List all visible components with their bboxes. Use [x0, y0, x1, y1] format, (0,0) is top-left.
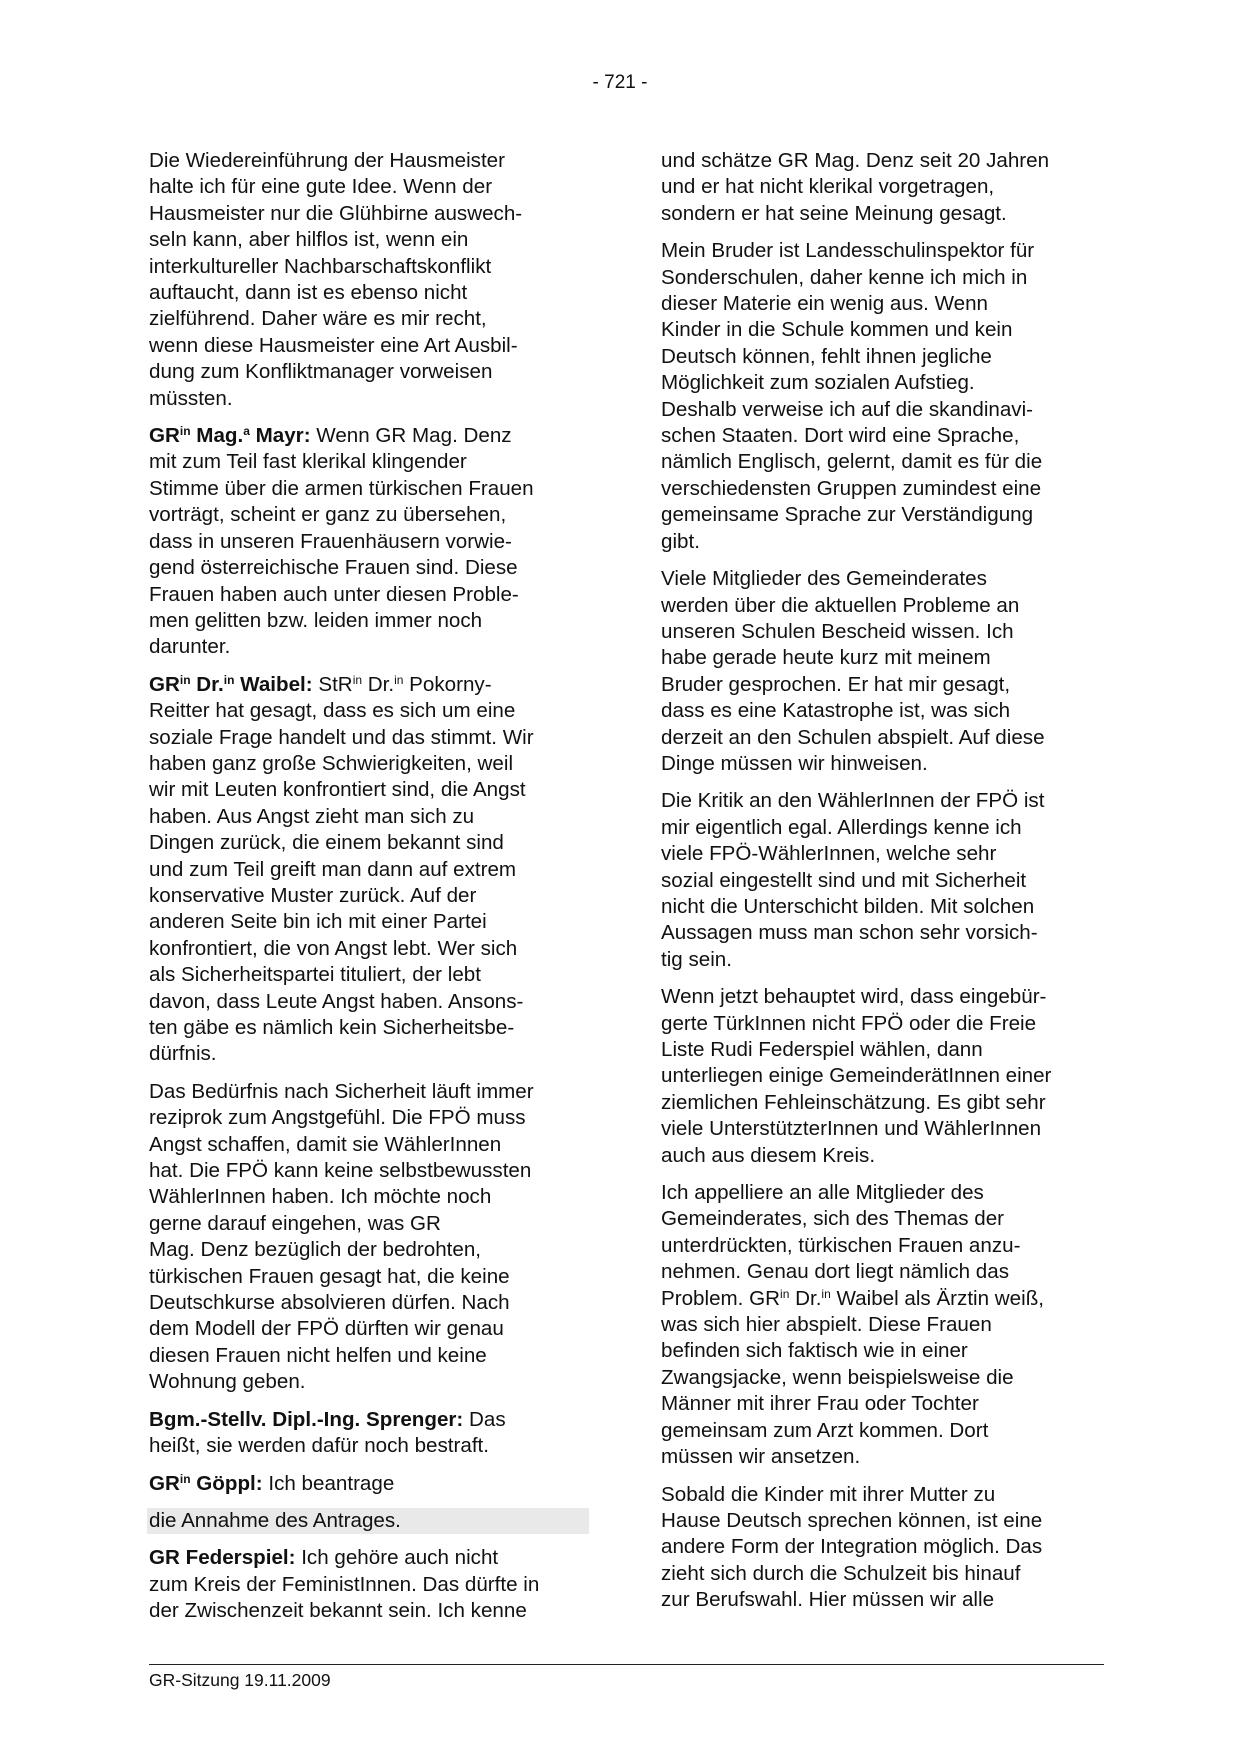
speech-goeppl	[149, 1471, 591, 1497]
footer-session-date: GR-Sitzung 19.11.2009	[149, 1670, 331, 1690]
text-line: men gelitten bzw. leiden immer noch	[149, 608, 483, 632]
text-line: davon, dass Leute Angst haben. Ansons-	[149, 989, 524, 1013]
text-line: seln kann, aber hilflos ist, wenn ein	[149, 228, 469, 252]
text-line: $GR^{in}$ Göppl: Ich beantrage	[149, 1471, 395, 1495]
paragraph	[661, 1482, 1103, 1614]
text-line: habe gerade heute kurz mit meinem	[661, 646, 991, 670]
paragraph	[661, 238, 1103, 555]
text-line: mir eigentlich egal. Allerdings kenne ich	[661, 815, 1022, 839]
speaker-name: GR Federspiel:	[149, 1546, 296, 1570]
text-line: $GR^{in}$ Mag.$^a$ Mayr: Wenn GR Mag. Denz	[149, 424, 512, 448]
text-line: darunter.	[149, 635, 231, 659]
text-line: dieser Materie ein wenig aus. Wenn	[661, 292, 989, 316]
text-line: Die Kritik an den WählerInnen der FPÖ ist	[661, 789, 1045, 813]
text-line: anderen Seite bin ich mit einer Partei	[149, 910, 487, 934]
footer-divider	[149, 1664, 1104, 1665]
text-line: sondern er hat seine Meinung gesagt.	[661, 201, 1007, 225]
text-line: derzeit an den Schulen abspielt. Auf diese	[661, 725, 1045, 749]
speech-mayr	[149, 423, 591, 661]
text-line: halte ich für eine gute Idee. Wenn der	[149, 175, 493, 199]
paragraph	[661, 788, 1103, 973]
text-line: was sich hier abspielt. Diese Frauen	[661, 1313, 992, 1337]
speech-federspiel	[149, 1545, 591, 1624]
text-line: Deutsch können, fehlt ihnen jegliche	[661, 344, 992, 368]
text-line: Möglichkeit zum sozialen Aufstieg.	[661, 371, 975, 395]
text-line: befinden sich faktisch wie in einer	[661, 1339, 968, 1363]
right-column	[661, 148, 1103, 1625]
text-line: wir mit Leuten konfrontiert sind, die Angst	[149, 778, 526, 802]
text-line: Wohnung geben.	[149, 1370, 306, 1394]
text-line: interkultureller Nachbarschaftskonflikt	[149, 254, 492, 278]
text-line: Die Wiedereinführung der Hausmeister	[149, 149, 505, 172]
text-line: verschiedensten Gruppen zumindest eine	[661, 476, 1042, 500]
text-line: türkischen Frauen gesagt hat, die keine	[149, 1264, 510, 1288]
text-line: ten gäbe es nämlich kein Sicherheitsbe-	[149, 1016, 515, 1039]
text-line: reziprok zum Angstgefühl. Die FPÖ muss	[149, 1106, 526, 1130]
text-line: müssten.	[149, 386, 233, 410]
text-line: nämlich Englisch, gelernt, damit es für die	[661, 450, 1043, 474]
text-line: Deshalb verweise ich auf die skandinavi-	[661, 397, 1034, 421]
text-line: Hausmeister nur die Glühbirne auswech-	[149, 201, 523, 225]
text-line: soziale Frage handelt und das stimmt. Wir	[149, 725, 534, 749]
text-line: Reitter hat gesagt, dass es sich um eine	[149, 699, 516, 723]
text-line: Wenn jetzt behauptet wird, dass eingebür-	[661, 985, 1047, 1009]
text-line: dürfnis.	[149, 1042, 217, 1066]
text-line: andere Form der Integration möglich. Das	[661, 1535, 1043, 1559]
motion-highlight	[147, 1508, 589, 1534]
text-line: Dingen zurück, die einem bekannt sind	[149, 831, 504, 855]
text-line: Kinder in die Schule kommen und kein	[661, 318, 1013, 342]
text-line: sozial eingestellt sind und mit Sicherheit	[661, 868, 1027, 892]
text-line: gerne darauf eingehen, was GR	[149, 1211, 441, 1235]
text-line: unseren Schulen Bescheid wissen. Ich	[661, 619, 1014, 643]
text-line: GR Federspiel: Ich gehöre auch nicht	[149, 1546, 499, 1570]
text-line: der Zwischenzeit bekannt sein. Ich kenne	[149, 1599, 527, 1623]
text-line: gerte TürkInnen nicht FPÖ oder die Freie	[661, 1011, 1037, 1035]
paragraph	[661, 148, 1103, 227]
text-line: Das Bedürfnis nach Sicherheit läuft immer	[149, 1079, 534, 1103]
text-line: zur Berufswahl. Hier müssen wir alle	[661, 1588, 995, 1612]
text-line: dass es eine Katastrophe ist, was sich	[661, 699, 1011, 723]
text-line: nicht die Unterschicht bilden. Mit solchen	[661, 894, 1035, 918]
speech-waibel	[149, 672, 591, 1068]
text-line: Frauen haben auch unter diesen Proble-	[149, 582, 519, 606]
text-line: Mein Bruder ist Landesschulinspektor für	[661, 239, 1035, 263]
paragraph	[149, 1079, 591, 1396]
paragraph	[149, 148, 591, 412]
speaker-name: $GR^{in}$ Mag.$^a$ Mayr:	[149, 424, 311, 448]
text-line: Zwangsjacke, wenn beispielsweise die	[661, 1365, 1014, 1389]
text-line: und schätze GR Mag. Denz seit 20 Jahren	[661, 149, 1050, 172]
text-line: Liste Rudi Federspiel wählen, dann	[661, 1038, 983, 1061]
text-line: gemeinsame Sprache zur Verständigung	[661, 503, 1034, 527]
text-line: Männer mit ihrer Frau oder Tochter	[661, 1392, 979, 1416]
paragraph	[661, 566, 1103, 777]
text-line: unterliegen einige GemeinderätInnen einer	[661, 1064, 1052, 1088]
text-line: Hause Deutsch sprechen können, ist eine	[661, 1508, 1043, 1532]
text-line: gibt.	[661, 529, 700, 553]
text-line: konfrontiert, die von Angst lebt. Wer sich	[149, 936, 518, 960]
text-line: Sobald die Kinder mit ihrer Mutter zu	[661, 1482, 996, 1506]
text-line: gend österreichische Frauen sind. Diese	[149, 556, 518, 580]
paragraph	[661, 984, 1103, 1169]
text-line: dung zum Konfliktmanager vorweisen	[149, 360, 493, 384]
speaker-name: $GR^{in}$ Göppl:	[149, 1471, 263, 1495]
text-line: Stimme über die armen türkischen Frauen	[149, 476, 534, 500]
text-line: Bgm.-Stellv. Dipl.-Ing. Sprenger: Das	[149, 1407, 506, 1431]
text-line: wenn diese Hausmeister eine Art Ausbil-	[149, 333, 518, 357]
text-line: viele FPÖ-WählerInnen, welche sehr	[661, 842, 997, 866]
text-line: dass in unseren Frauenhäusern vorwie-	[149, 529, 512, 553]
text-line: vorträgt, scheint er ganz zu übersehen,	[149, 503, 507, 527]
text-line: Deutschkurse absolvieren dürfen. Nach	[149, 1291, 510, 1315]
text-line: zum Kreis der FeministInnen. Das dürfte in	[149, 1572, 540, 1596]
text-line: Dinge müssen wir hinweisen.	[661, 751, 928, 775]
text-line: und zum Teil greift man dann auf extrem	[149, 857, 517, 881]
text-line: dem Modell der FPÖ dürften wir genau	[149, 1317, 504, 1341]
text-line: ziemlichen Fehleinschätzung. Es gibt sehr	[661, 1090, 1046, 1114]
text-line: müssen wir ansetzen.	[661, 1445, 861, 1469]
text-line: Ich appelliere an alle Mitglieder des	[661, 1181, 984, 1205]
text-line: Gemeinderates, sich des Themas der	[661, 1207, 1005, 1231]
text-line: konservative Muster zurück. Auf der	[149, 883, 477, 907]
speaker-name: Bgm.-Stellv. Dipl.-Ing. Sprenger:	[149, 1407, 464, 1431]
speaker-name: $GR^{in}$ Dr.$^{in}$ Waibel:	[149, 672, 313, 696]
text-line: die Annahme des Antrages.	[149, 1508, 401, 1532]
text-line: Bruder gesprochen. Er hat mir gesagt,	[661, 672, 1011, 696]
paragraph	[661, 1180, 1103, 1470]
text-line: unterdrückten, türkischen Frauen anzu-	[661, 1233, 1021, 1257]
text-line: gemeinsam zum Arzt kommen. Dort	[661, 1418, 989, 1442]
text-line: nehmen. Genau dort liegt nämlich das	[661, 1260, 1010, 1284]
text-line: Angst schaffen, damit sie WählerInnen	[149, 1132, 502, 1156]
text-line: zieht sich durch die Schulzeit bis hinauf	[661, 1561, 1021, 1585]
text-line: zielführend. Daher wäre es mir recht,	[149, 307, 487, 331]
speech-sprenger	[149, 1407, 591, 1460]
text-line: diesen Frauen nicht helfen und keine	[149, 1343, 487, 1367]
text-line: WählerInnen haben. Ich möchte noch	[149, 1185, 492, 1209]
text-line: mit zum Teil fast klerikal klingender	[149, 450, 467, 474]
text-line: auftaucht, dann ist es ebenso nicht	[149, 281, 468, 305]
text-line: haben ganz große Schwierigkeiten, weil	[149, 751, 514, 775]
text-line: als Sicherheitspartei tituliert, der lebt	[149, 963, 481, 987]
text-line: haben. Aus Angst zieht man sich zu	[149, 804, 475, 828]
text-line: viele UnterstützterInnen und WählerInnen	[661, 1117, 1042, 1141]
text-line: heißt, sie werden dafür noch bestraft.	[149, 1434, 489, 1458]
text-line: schen Staaten. Dort wird eine Sprache,	[661, 424, 1020, 448]
text-line: hat. Die FPÖ kann keine selbstbewussten	[149, 1159, 532, 1183]
text-line: und er hat nicht klerikal vorgetragen,	[661, 175, 995, 199]
text-line: Problem. $GR^{in}$ Dr.$^{in}$ Waibel als Ärztin weiß,	[661, 1286, 1045, 1310]
text-line: werden über die aktuellen Probleme an	[661, 593, 1020, 617]
text-line: auch aus diesem Kreis.	[661, 1143, 876, 1167]
text-line: Aussagen muss man schon sehr vorsich-	[661, 921, 1038, 945]
page-number: - 721 -	[592, 72, 648, 93]
text-line: Sonderschulen, daher kenne ich mich in	[661, 265, 1028, 289]
text-line: $GR^{in}$ Dr.$^{in}$ Waibel: StR$^{in}$ Dr.$^{in}$ Pokorny-	[149, 672, 492, 696]
left-column	[149, 148, 591, 1636]
text-line: Mag. Denz bezüglich der bedrohten,	[149, 1238, 481, 1262]
text-line: tig sein.	[661, 947, 732, 971]
text-line: Viele Mitglieder des Gemeinderates	[661, 567, 987, 591]
